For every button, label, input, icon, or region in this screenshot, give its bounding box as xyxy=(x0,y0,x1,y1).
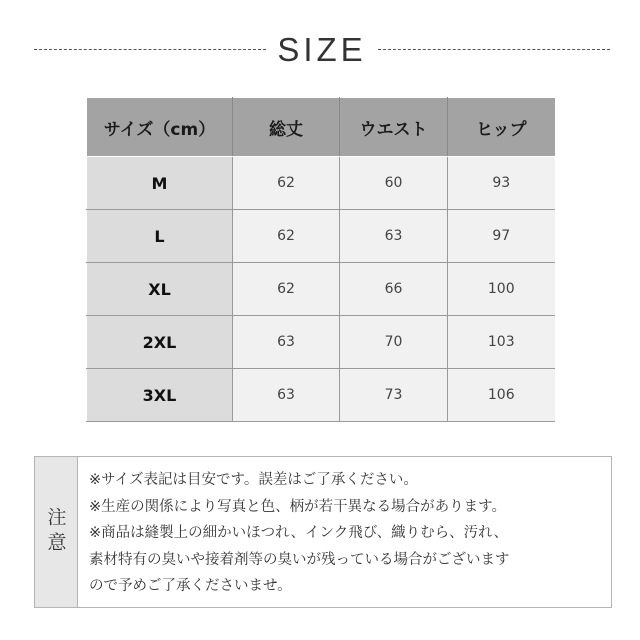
size-cell: 3XL xyxy=(87,369,233,422)
length-cell: 62 xyxy=(233,210,340,263)
page-title: SIZE xyxy=(277,31,367,68)
notice-box xyxy=(34,456,612,608)
length-cell: 63 xyxy=(233,369,340,422)
length-cell: 62 xyxy=(233,263,340,316)
table-row xyxy=(87,157,555,210)
notice-line: ので予めご了承くださいませ。 xyxy=(89,578,292,594)
table-row xyxy=(87,316,555,369)
size-cell: L xyxy=(87,210,233,263)
table-row xyxy=(87,369,555,422)
size-cell: M xyxy=(87,157,233,210)
waist-cell: 63 xyxy=(340,210,448,263)
hip-cell: 93 xyxy=(448,157,555,210)
length-cell: 62 xyxy=(233,157,340,210)
title-divider-left xyxy=(34,49,266,50)
hip-cell: 97 xyxy=(448,210,555,263)
waist-cell: 70 xyxy=(340,316,448,369)
notice-label-text: 注意 xyxy=(44,507,67,557)
table-row xyxy=(87,263,555,316)
size-table xyxy=(86,97,555,422)
hip-cell: 100 xyxy=(448,263,555,316)
waist-cell: 66 xyxy=(340,263,448,316)
notice-line: 素材特有の臭いや接着剤等の臭いが残っている場合がございます xyxy=(89,551,510,568)
length-cell: 63 xyxy=(233,316,340,369)
table-row xyxy=(87,210,555,263)
header-hip: ヒップ xyxy=(448,98,555,157)
hip-cell: 103 xyxy=(448,316,555,369)
title-row xyxy=(0,28,640,72)
header-length: 総丈 xyxy=(233,98,340,157)
notice-label xyxy=(35,457,78,607)
notice-text xyxy=(89,467,609,600)
notice-line: ※生産の関係により写真と色、柄が若干異なる場合があります。 xyxy=(89,498,506,515)
header-waist: ウエスト xyxy=(340,98,448,157)
header-size: サイズ（cm） xyxy=(87,98,233,157)
hip-cell: 106 xyxy=(448,369,555,422)
notice-line: ※商品は縫製上の細かいほつれ、インク飛び、織りむら、汚れ、 xyxy=(89,525,509,541)
size-cell: XL xyxy=(87,263,233,316)
title-divider-right xyxy=(378,49,610,50)
waist-cell: 60 xyxy=(340,157,448,210)
notice-line: ※サイズ表記は目安です。誤差はご了承ください。 xyxy=(89,472,418,488)
size-cell: 2XL xyxy=(87,316,233,369)
table-header-row xyxy=(87,98,555,157)
waist-cell: 73 xyxy=(340,369,448,422)
